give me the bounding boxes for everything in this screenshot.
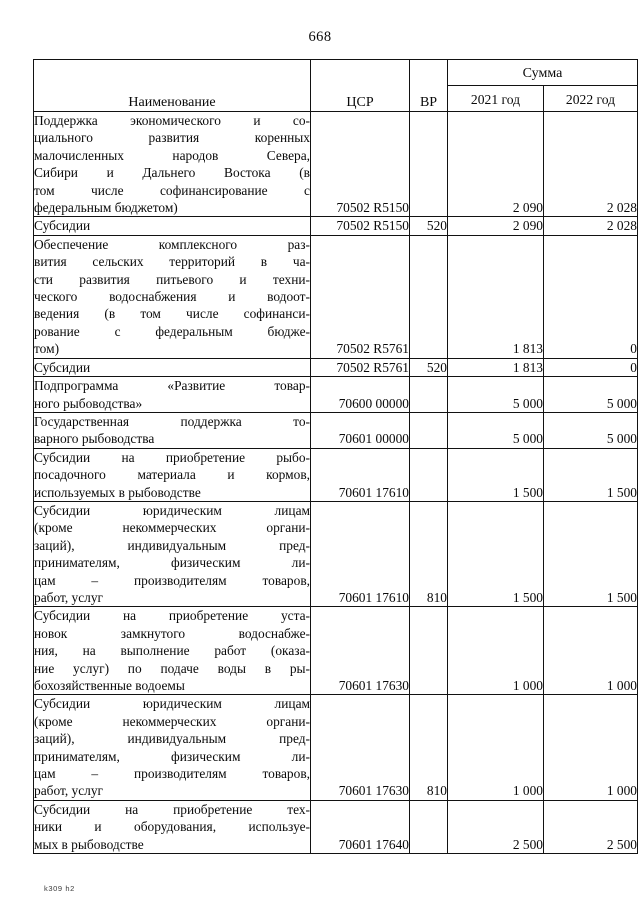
table-row [34,235,638,358]
cell-name [34,358,311,376]
cell-year-2021: 1 813 [448,358,544,376]
cell-csr: 70601 00000 [311,412,410,448]
name-line: принимателям, физическим ли- [34,748,310,764]
cell-year-2021: 1 813 [448,235,544,358]
header-row-top [34,60,638,86]
cell-vr [410,607,448,695]
name-line: (кроме некоммерческих органи- [34,713,310,729]
cell-name [34,377,311,413]
table-row [34,217,638,235]
page-number: 668 [308,29,332,45]
cell-csr: 70502 R5150 [311,217,410,235]
name-line: циального развития коренных [34,130,310,146]
cell-name [34,412,311,448]
cell-year-2022: 0 [544,358,638,376]
table-row [34,112,638,217]
name-line: мых в рыбоводстве [34,836,144,852]
table-header [34,60,638,112]
footer-mark: k309 h2 [44,884,75,893]
table-row [34,448,638,501]
header-year-2021: 2021 год [448,86,544,112]
cell-year-2021: 5 000 [448,412,544,448]
cell-vr: 520 [410,217,448,235]
cell-csr: 70601 17610 [311,448,410,501]
cell-csr: 70601 17630 [311,607,410,695]
cell-year-2021: 2 090 [448,112,544,217]
cell-year-2022: 2 028 [544,217,638,235]
name-line: Субсидии юридическим лицам [34,502,310,518]
name-line: используемых в рыбоводстве [34,484,201,500]
name-line: ние услуг) по подаче воды в ры- [34,660,310,676]
cell-name [34,217,311,235]
cell-year-2022: 2 028 [544,112,638,217]
name-line: бохозяйственные водоемы [34,678,185,693]
name-line: ники и оборудования, используе- [34,819,310,835]
name-line: Субсидии [34,218,91,234]
name-line: Государственная поддержка то- [34,413,310,429]
name-line: работ, услуг [34,783,104,799]
name-line: новок замкнутого водоснабже- [34,625,310,641]
cell-csr: 70601 17640 [311,800,410,853]
cell-name [34,800,311,853]
cell-vr [410,800,448,853]
cell-name [34,448,311,501]
name-line: ния, на выполнение работ (оказа- [34,643,310,659]
header-vr: ВР [410,60,448,112]
name-line: ного рыбоводства» [34,395,143,411]
cell-name [34,607,311,695]
table-row [34,377,638,413]
name-line: федеральным бюджетом) [34,200,178,216]
table-row [34,412,638,448]
cell-vr [410,112,448,217]
cell-csr: 70502 R5761 [311,358,410,376]
cell-vr [410,235,448,358]
name-line: рование с федеральным бюдже- [34,323,310,339]
name-line: работ, услуг [34,589,104,605]
cell-year-2022: 1 500 [544,501,638,606]
table-row [34,607,638,695]
name-line: цам – производителям товаров, [34,572,310,588]
cell-vr: 520 [410,358,448,376]
name-line: Субсидии [34,359,91,375]
cell-name [34,112,311,217]
name-line: ческого водоснабжения и водоот- [34,289,310,305]
name-line: заций), индивидуальным пред- [34,731,310,747]
name-line: цам – производителям товаров, [34,766,310,782]
cell-vr [410,377,448,413]
cell-year-2021: 2 500 [448,800,544,853]
cell-year-2021: 2 090 [448,217,544,235]
budget-table [33,59,638,854]
cell-vr [410,412,448,448]
name-line: (кроме некоммерческих органи- [34,520,310,536]
table-body [34,112,638,854]
cell-year-2022: 1 000 [544,607,638,695]
cell-csr: 70502 R5761 [311,235,410,358]
name-line: Субсидии юридическим лицам [34,696,310,712]
header-year-2022: 2022 год [544,86,638,112]
name-line: сти развития питьевого и техни- [34,271,310,287]
name-line: Субсидии на приобретение тех- [34,801,310,817]
table-row [34,800,638,853]
cell-year-2021: 1 500 [448,501,544,606]
name-line: том числе софинансирование с [34,182,310,198]
cell-year-2022: 5 000 [544,377,638,413]
name-line: варного рыбоводства [34,431,155,447]
name-line: том) [34,341,60,357]
cell-csr: 70601 17610 [311,501,410,606]
name-line: Подпрограмма «Развитие товар- [34,378,310,394]
cell-csr: 70601 17630 [311,695,410,800]
name-line: вития сельских территорий в ча- [34,254,310,270]
cell-year-2022: 2 500 [544,800,638,853]
name-line: Субсидии на приобретение рыбо- [34,449,310,465]
cell-year-2021: 1 500 [448,448,544,501]
table-row [34,695,638,800]
header-sum: Сумма [448,60,638,86]
cell-name [34,235,311,358]
cell-year-2022: 0 [544,235,638,358]
name-line: Сибири и Дальнего Востока (в [34,165,310,181]
cell-vr: 810 [410,501,448,606]
name-line: посадочного материала и кормов, [34,467,310,483]
cell-year-2022: 1 500 [544,448,638,501]
cell-year-2021: 1 000 [448,695,544,800]
cell-vr: 810 [410,695,448,800]
name-line: Обеспечение комплексного раз- [34,236,310,252]
table-row [34,501,638,606]
header-name: Наименование [34,60,311,112]
cell-csr: 70502 R5150 [311,112,410,217]
header-csr: ЦСР [311,60,410,112]
cell-vr [410,448,448,501]
name-line: принимателям, физическим ли- [34,555,310,571]
name-line: Поддержка экономического и со- [34,113,310,128]
name-line: ведения (в том числе софинанси- [34,306,310,322]
cell-name [34,695,311,800]
name-line: малочисленных народов Севера, [34,147,310,163]
cell-year-2021: 1 000 [448,607,544,695]
cell-csr: 70600 00000 [311,377,410,413]
cell-year-2022: 1 000 [544,695,638,800]
name-line: заций), индивидуальным пред- [34,537,310,553]
cell-name [34,501,311,606]
name-line: Субсидии на приобретение уста- [34,608,310,624]
table-row [34,358,638,376]
cell-year-2021: 5 000 [448,377,544,413]
cell-year-2022: 5 000 [544,412,638,448]
